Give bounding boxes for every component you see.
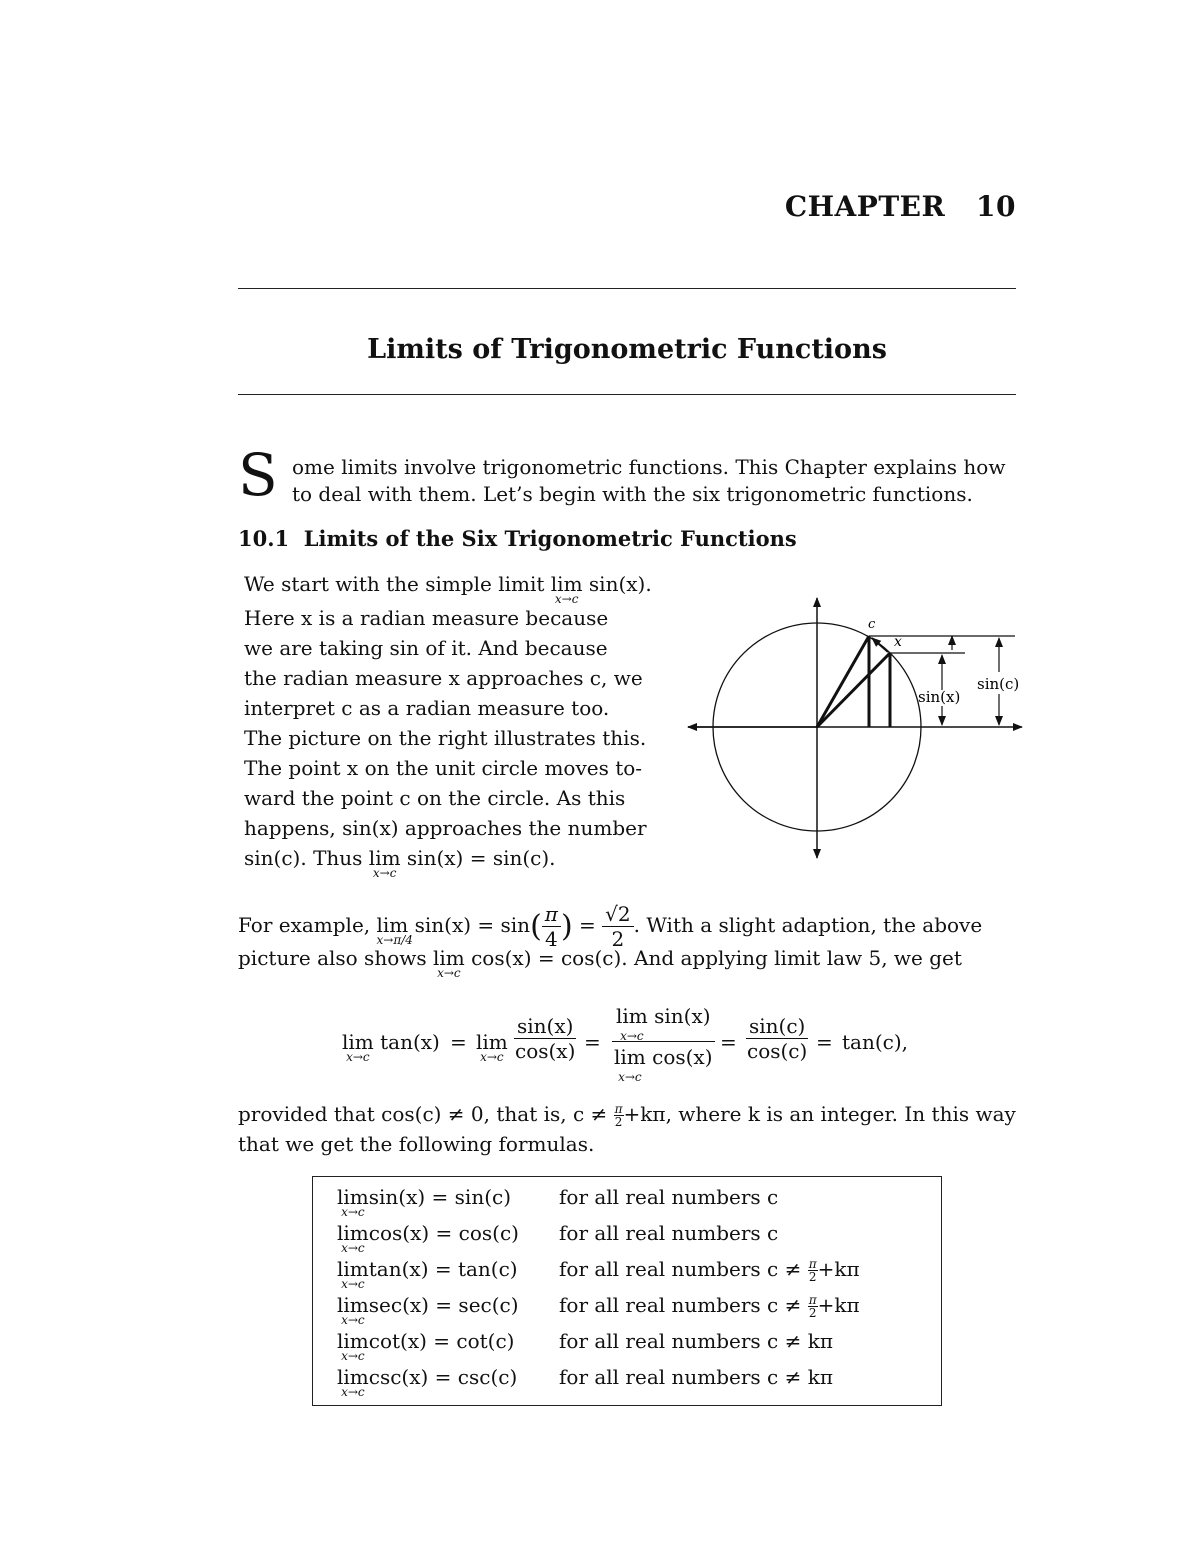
lim-text: lim bbox=[337, 1329, 369, 1353]
section-heading bbox=[238, 526, 797, 551]
limit-operator bbox=[337, 1329, 369, 1363]
label-sinc: sin(c) bbox=[977, 675, 1020, 693]
frac-den: 2 bbox=[808, 1270, 817, 1284]
lim-subscript: x→c bbox=[341, 1241, 365, 1255]
lim-text: lim bbox=[337, 1257, 369, 1281]
intro-line-2: to deal with them. Let’s begin with the six trigonometric functions. bbox=[292, 482, 973, 506]
equals: = bbox=[584, 1030, 601, 1054]
lim-text: lim bbox=[615, 1004, 648, 1028]
lim-text: lim bbox=[337, 1185, 369, 1209]
para2-text: picture also shows bbox=[238, 946, 433, 970]
arc-arrow bbox=[872, 638, 888, 652]
formula-condition bbox=[559, 1221, 778, 1245]
chapter-label: CHAPTER bbox=[784, 190, 946, 223]
lim-subscript: x→c bbox=[437, 966, 461, 980]
formula-condition bbox=[559, 1293, 860, 1319]
frac-num: sin(x) bbox=[514, 1014, 576, 1039]
dropcap: S bbox=[238, 441, 278, 509]
unit-circle-figure bbox=[680, 590, 1030, 865]
para2-text: cos(x) = cos(c). And applying limit law 5, we get bbox=[471, 946, 962, 970]
top-rule bbox=[238, 288, 1016, 289]
frac-sinc-cosc bbox=[744, 1014, 810, 1063]
para1-line-1 bbox=[244, 572, 652, 606]
formula-row bbox=[337, 1221, 779, 1255]
para2-text: For example, bbox=[238, 913, 377, 937]
cond-text: for all real numbers c ≠ bbox=[559, 1257, 808, 1281]
eq-tan-x: tan(x) bbox=[380, 1030, 440, 1054]
label-x: x bbox=[894, 634, 902, 650]
formula-row bbox=[337, 1329, 833, 1363]
formula-condition bbox=[559, 1365, 833, 1389]
eq-lim2 bbox=[476, 1030, 508, 1064]
para3-line-1 bbox=[238, 1102, 1016, 1128]
para1-line-5: interpret c as a radian measure too. bbox=[244, 696, 610, 720]
para3-text: +kπ, where k is an integer. In this way bbox=[623, 1102, 1016, 1126]
pi-over-4 bbox=[542, 902, 561, 951]
frac-den: 4 bbox=[545, 927, 558, 951]
lim-text: lim bbox=[432, 946, 465, 970]
formula-row bbox=[337, 1293, 860, 1327]
section-title: Limits of the Six Trigonometric Functions bbox=[303, 526, 797, 551]
lim-text: lim bbox=[368, 846, 401, 870]
limit-operator bbox=[337, 1365, 369, 1399]
para1-line-2: Here x is a radian measure because bbox=[244, 606, 609, 630]
limit-operator bbox=[337, 1185, 369, 1219]
frac-num: sin(c) bbox=[746, 1014, 808, 1039]
cond-text: for all real numbers c bbox=[559, 1221, 779, 1245]
formula-condition bbox=[559, 1257, 860, 1283]
lim-text: lim bbox=[342, 1030, 374, 1054]
frac-den: cos(x) bbox=[515, 1039, 576, 1063]
para1-text: sin(x). bbox=[588, 572, 652, 596]
limit-operator bbox=[337, 1257, 369, 1291]
label-c: c bbox=[868, 617, 876, 632]
formula-row bbox=[337, 1365, 833, 1399]
para2-line-1: For example, lim x→π/4 sin(x) = sin( $\frac{\pi}{4}$ ) = $\frac{√2}{2}$ . With a slight adaption, the above bbox=[238, 902, 983, 951]
lim-text: lim bbox=[337, 1365, 369, 1389]
lim-subscript: x→c bbox=[620, 1029, 644, 1043]
frac-den: 2 bbox=[808, 1306, 817, 1320]
lim-subscript: x→c bbox=[554, 592, 579, 606]
frac-num: π bbox=[808, 1257, 817, 1271]
equals: = bbox=[720, 1030, 737, 1054]
para1-line-8: ward the point c on the circle. As this bbox=[244, 786, 626, 810]
formula-lhs: sec(x) = sec(c) bbox=[368, 1293, 519, 1317]
formula-condition bbox=[559, 1185, 778, 1209]
lim-subscript: x→c bbox=[341, 1349, 365, 1363]
display-equation bbox=[340, 1004, 940, 1088]
formula-condition bbox=[559, 1329, 833, 1353]
limit-operator bbox=[550, 572, 583, 606]
section-number: 10.1 bbox=[238, 526, 290, 551]
para1-line-4: the radian measure x approaches c, we bbox=[244, 666, 643, 690]
frac-den: 2 bbox=[611, 927, 625, 951]
lim-subscript: x→c bbox=[341, 1385, 365, 1399]
formula-lhs: tan(x) = tan(c) bbox=[368, 1257, 518, 1281]
cond-text: for all real numbers c ≠ bbox=[559, 1293, 808, 1317]
equals: = bbox=[816, 1030, 833, 1054]
pi-over-2 bbox=[808, 1294, 818, 1319]
lim-text: lim bbox=[376, 913, 409, 937]
lim-subscript: x→c bbox=[341, 1205, 365, 1219]
formula-row bbox=[337, 1257, 860, 1291]
lim-text: lim bbox=[337, 1293, 369, 1317]
lim-subscript: x→c bbox=[480, 1050, 504, 1064]
lim-subscript: x→c bbox=[618, 1070, 642, 1084]
cond-excl: +kπ bbox=[817, 1257, 860, 1281]
lim-text: lim bbox=[550, 572, 583, 596]
formula-row bbox=[337, 1185, 779, 1219]
para2-text: sin(x) = sin bbox=[414, 913, 531, 937]
limit-operator bbox=[342, 1030, 374, 1064]
limit-operator bbox=[368, 846, 401, 880]
para1-line-6: The picture on the right illustrates this. bbox=[244, 726, 647, 750]
lim-text: lim bbox=[337, 1221, 369, 1245]
formula-lhs: cot(x) = cot(c) bbox=[368, 1329, 515, 1353]
frac-lim-sin-lim-cos bbox=[610, 1004, 717, 1084]
limit-operator bbox=[376, 913, 413, 947]
lim-text: lim bbox=[614, 1045, 646, 1069]
para2-line-2 bbox=[238, 946, 962, 980]
frac-num: sin(x) bbox=[654, 1004, 711, 1028]
chapter-heading bbox=[700, 190, 1016, 223]
formula-box bbox=[312, 1176, 942, 1406]
chapter-title: Limits of Trigonometric Functions bbox=[367, 334, 887, 365]
para1-line-9: happens, sin(x) approaches the number bbox=[244, 816, 647, 840]
frac-den: cos(c) bbox=[747, 1039, 808, 1063]
cond-excl: +kπ bbox=[817, 1293, 860, 1317]
formula-lhs: sin(x) = sin(c) bbox=[368, 1185, 512, 1209]
lim-subscript: x→c bbox=[341, 1313, 365, 1327]
para1-text: sin(c). Thus bbox=[244, 846, 369, 870]
para1-text: sin(x) = sin(c). bbox=[406, 846, 556, 870]
label-sinx: sin(x) bbox=[918, 688, 961, 706]
pi-over-2 bbox=[614, 1103, 624, 1128]
para3-text: provided that cos(c) ≠ 0, that is, c ≠ bbox=[238, 1102, 614, 1126]
chapter-number: 10 bbox=[976, 190, 1016, 223]
pi-over-2 bbox=[808, 1258, 818, 1283]
intro-line-1: ome limits involve trigonometric functions. This Chapter explains how bbox=[292, 455, 1006, 479]
formula-lhs: cos(x) = cos(c) bbox=[368, 1221, 519, 1245]
lim-subscript: x→c bbox=[346, 1050, 370, 1064]
equals: = bbox=[579, 913, 596, 937]
sqrt2-over-2 bbox=[602, 902, 633, 951]
cond-text: for all real numbers c ≠ kπ bbox=[559, 1365, 833, 1389]
frac-den: cos(x) bbox=[652, 1045, 713, 1069]
lim-subscript: x→π/4 bbox=[376, 933, 413, 947]
lim-subscript: x→c bbox=[341, 1277, 365, 1291]
equals: = bbox=[450, 1030, 467, 1054]
formula-lhs: csc(x) = csc(c) bbox=[368, 1365, 518, 1389]
para2-text: . With a slight adaption, the above bbox=[633, 913, 983, 937]
limit-operator bbox=[337, 1293, 369, 1327]
limit-operator bbox=[337, 1221, 369, 1255]
frac-num: √2 bbox=[602, 902, 633, 927]
frac-sin-cos bbox=[512, 1014, 578, 1063]
para1-line-7: The point x on the unit circle moves to- bbox=[244, 756, 643, 780]
limit-operator bbox=[476, 1030, 508, 1064]
eq-tan-c: tan(c), bbox=[842, 1030, 909, 1054]
frac-num: π bbox=[542, 902, 561, 927]
limit-operator bbox=[432, 946, 465, 980]
para3-line-2: that we get the following formulas. bbox=[238, 1132, 595, 1156]
frac-num: π bbox=[614, 1102, 623, 1116]
para1-text: We start with the simple limit bbox=[244, 572, 551, 596]
eq-lhs bbox=[342, 1030, 440, 1064]
para1-line-10 bbox=[244, 846, 556, 880]
frac-num: π bbox=[808, 1293, 817, 1307]
cond-text: for all real numbers c bbox=[559, 1185, 779, 1209]
frac-den: 2 bbox=[614, 1115, 623, 1129]
lim-subscript: x→c bbox=[372, 866, 397, 880]
cond-text: for all real numbers c ≠ kπ bbox=[559, 1329, 833, 1353]
para1-line-3: we are taking sin of it. And because bbox=[244, 636, 608, 660]
lim-text: lim bbox=[476, 1030, 508, 1054]
bottom-rule bbox=[238, 394, 1016, 395]
